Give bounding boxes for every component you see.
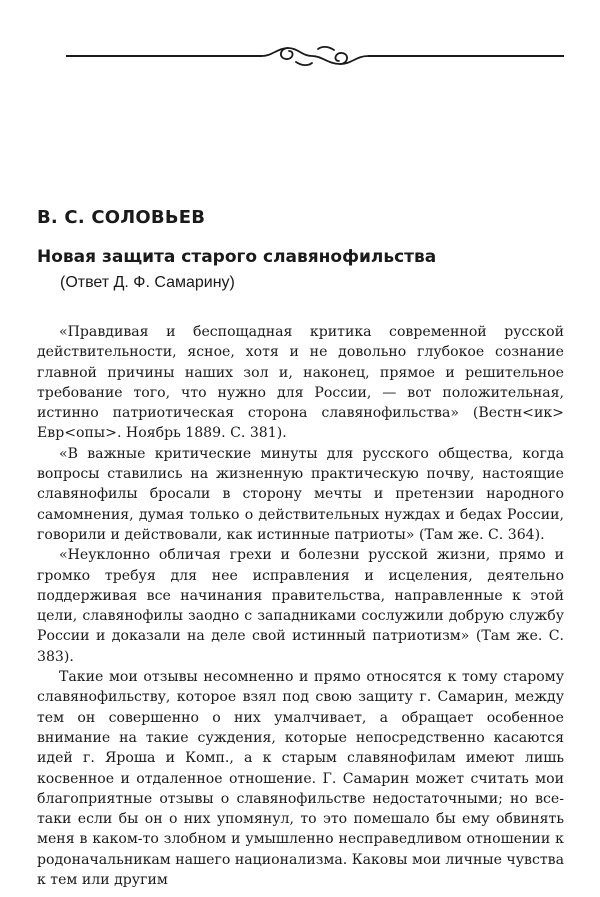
scroll-flourish-icon [66, 36, 564, 76]
paragraph: Такие мои отзывы несомненно и прямо относятся к тому старому славянофильству, которое взял под свою защиту г. Самарин, между тем он совершенно о них умалчивает, а обращает особенное внимание на такие суждения, которые непосредственно касаются идей г. Яроша и Комп., а к старым славянофилам имеют лишь косвенное и отдаленное отношение. Г. Самарин может считать мои благоприятные отзывы о славянофильстве недостаточными; но все-таки если бы он о них упомянул, то это помешало бы ему обвинять меня в каком-то злобном и умышленно несправедливом отношении к родоначальникам нашего национализма. Каковы мои личные чувства к тем или другим [37, 669, 564, 889]
paragraph: «Правдивая и беспощадная критика современной русской действительности, ясное, хотя и не довольно глубокое сознание главной причины наших зол и, наконец, прямое и решительное требование того, что нужно для России, — вот положительная, истинно патриотическая сторона славянофильства» (Вестн<ик> Евр<опы>. Ноябрь 1889. С. 381). [37, 324, 564, 442]
paragraph: «Неуклонно обличая грехи и болезни русской жизни, прямо и громко требуя для нее исправления и исцеления, деятельно поддерживая все начинания правительства, направленные к этой цели, славянофилы заодно с западниками сослужили добрую службу России и доказали на деле свой истинный патриотизм» (Там же. С. 383). [37, 547, 564, 665]
article-body [37, 322, 564, 890]
paragraph: «В важные критические минуты для русского общества, когда вопросы ставились на жизненную практическую почву, настоящие славянофилы бросали в сторону мечты и претензии народного самомнения, думая только о действительных нуждах и бедах России, говорили и действовали, как истинные патриоты» (Там же. С. 364). [37, 445, 564, 543]
article-subtitle: (Ответ Д. Ф. Самарину) [60, 274, 235, 291]
article-title: Новая защита старого славянофильства [37, 247, 437, 267]
author-name: В. С. СОЛОВЬЕВ [37, 207, 206, 228]
